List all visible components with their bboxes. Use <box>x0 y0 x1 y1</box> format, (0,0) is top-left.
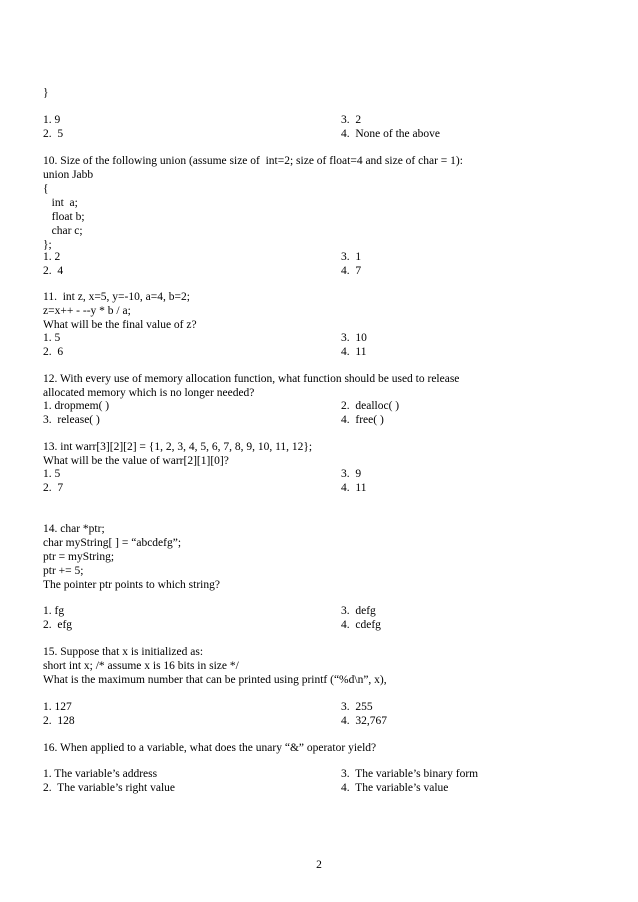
option-4: 4. 7 <box>341 265 362 277</box>
question-11: 11. int z, x=5, y=-10, a=4, b=2; <box>43 291 190 303</box>
question-11-line: z=x++ - --y * b / a; <box>43 305 131 317</box>
option-3: 3. The variable’s binary form <box>341 768 479 780</box>
question-16: 16. When applied to a variable, what does the unary “&” operator yield? <box>43 742 377 754</box>
option-2: 2. 128 <box>43 715 75 727</box>
option-1: 1. dropmem( ) <box>43 400 110 412</box>
option-3: 3. 255 <box>341 701 373 713</box>
page-number: 2 <box>316 859 322 871</box>
option-3: 3. defg <box>341 605 376 617</box>
option-1: 1. 5 <box>43 332 61 344</box>
option-1: 1. 127 <box>43 701 72 713</box>
code-line: { <box>43 183 49 195</box>
option-3: 3. 9 <box>341 468 362 480</box>
code-line: char c; <box>43 225 83 237</box>
option-2: 2. The variable’s right value <box>43 782 175 794</box>
option-1: 1. 2 <box>43 251 61 263</box>
option-4: 4. free( ) <box>341 414 384 426</box>
option-3: 3. 2 <box>341 114 362 126</box>
question-14-line: The pointer ptr points to which string? <box>43 579 220 591</box>
code-line: float b; <box>43 211 85 223</box>
question-12-line: allocated memory which is no longer needed? <box>43 387 255 399</box>
option-4: 4. None of the above <box>341 128 440 140</box>
option-2: 2. 7 <box>43 482 64 494</box>
question-15-line: What is the maximum number that can be printed using printf (“%d\n”, x), <box>43 674 387 686</box>
option-2: 2. 4 <box>43 265 64 277</box>
option-3: 3. 1 <box>341 251 362 263</box>
question-15: 15. Suppose that x is initialized as: <box>43 646 204 658</box>
option-2: 2. efg <box>43 619 73 631</box>
option-3: 3. 10 <box>341 332 367 344</box>
option-2: 2. 6 <box>43 346 64 358</box>
option-4: 4. 11 <box>341 482 367 494</box>
option-1: 1. fg <box>43 605 65 617</box>
closing-brace: } <box>43 87 49 99</box>
question-13: 13. int warr[3][2][2] = {1, 2, 3, 4, 5, 6, 7, 8, 9, 10, 11, 12}; <box>43 441 313 453</box>
code-line: int a; <box>43 197 78 209</box>
question-14-line: ptr += 5; <box>43 565 84 577</box>
question-12: 12. With every use of memory allocation function, what function should be used to release <box>43 373 460 385</box>
option-1: 1. The variable’s address <box>43 768 158 780</box>
code-line: }; <box>43 239 52 251</box>
option-2: 2. 5 <box>43 128 64 140</box>
option-4: 4. 32,767 <box>341 715 387 727</box>
option-1: 1. 9 <box>43 114 61 126</box>
question-14-line: ptr = myString; <box>43 551 115 563</box>
option-4: 4. 11 <box>341 346 367 358</box>
question-11-line: What will be the final value of z? <box>43 319 197 331</box>
question-14-line: char myString[ ] = “abcdefg”; <box>43 537 182 549</box>
option-4: 4. cdefg <box>341 619 381 631</box>
option-4: 4. The variable’s value <box>341 782 449 794</box>
option-3: 3. release( ) <box>43 414 100 426</box>
code-line: union Jabb <box>43 169 94 181</box>
question-14: 14. char *ptr; <box>43 523 105 535</box>
question-13-line: What will be the value of warr[2][1][0]? <box>43 455 229 467</box>
question-10: 10. Size of the following union (assume size of int=2; size of float=4 and size of char = 1): <box>43 155 463 167</box>
question-15-line: short int x; /* assume x is 16 bits in size */ <box>43 660 239 672</box>
option-1: 1. 5 <box>43 468 61 480</box>
option-2: 2. dealloc( ) <box>341 400 400 412</box>
